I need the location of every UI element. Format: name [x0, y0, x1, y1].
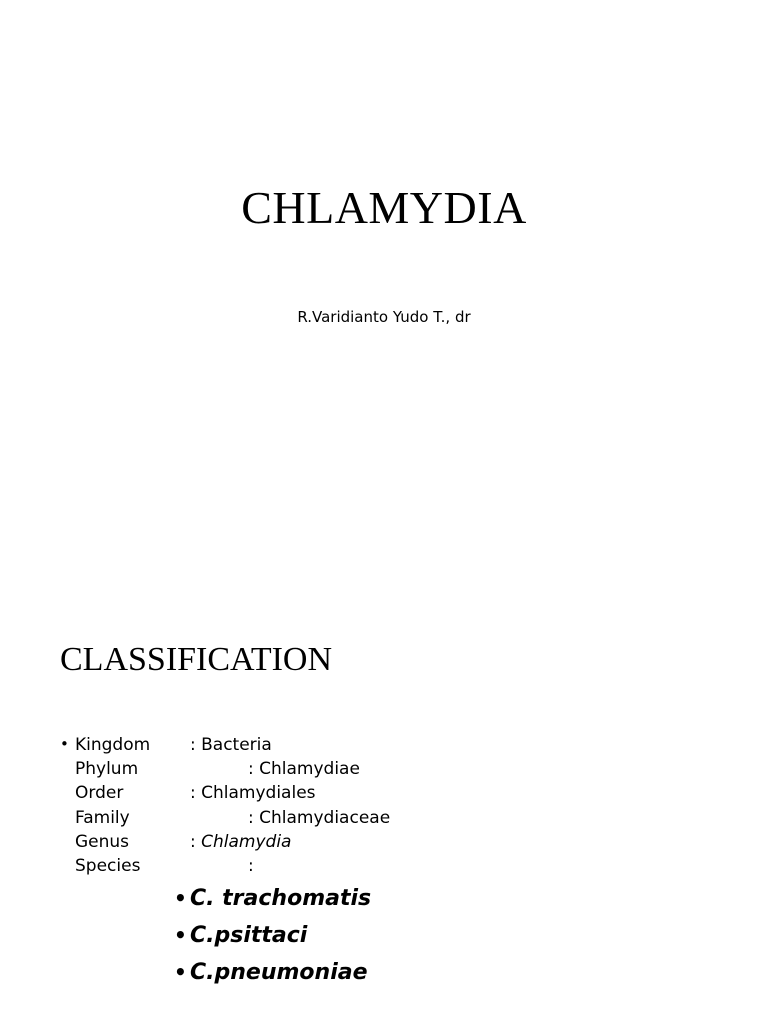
species-item [174, 954, 371, 991]
bullet-icon: • [174, 960, 187, 984]
species-item [174, 917, 371, 954]
taxonomy-row-kingdom [75, 733, 475, 757]
species-item [174, 880, 371, 917]
taxonomy-row-species [75, 854, 475, 878]
rank-name: Phylum [75, 759, 139, 780]
bullet-icon: • [60, 735, 69, 753]
taxonomy-row-family [75, 806, 475, 830]
slide-title: CHLAMYDIA [241, 182, 527, 233]
rank-name: Order [75, 783, 124, 804]
rank-name: Species [75, 855, 141, 876]
rank-value-prefix: : [190, 831, 202, 852]
taxonomy-row-phylum [75, 757, 475, 781]
taxonomy-row-genus [75, 830, 475, 854]
rank-name: Kingdom [75, 735, 151, 755]
rank-value: : Bacteria [190, 735, 272, 755]
classification-slide [0, 512, 768, 1024]
species-name: C. trachomatis [190, 886, 372, 911]
rank-name: Genus [75, 831, 130, 852]
rank-value: : Chlamydiae [248, 759, 360, 780]
bullet-icon: • [174, 923, 187, 947]
author-subtitle: R.Varidianto Yudo T., dr [297, 308, 471, 326]
species-name: C.pneumoniae [190, 960, 368, 985]
classification-heading: CLASSIFICATION [60, 641, 333, 678]
rank-value [190, 830, 291, 854]
rank-value: : [248, 855, 254, 876]
rank-name: Family [75, 807, 130, 828]
bullet-icon: • [174, 886, 187, 910]
species-name: C.psittaci [190, 923, 308, 948]
rank-value: : Chlamydiales [190, 783, 316, 804]
genus-name: Chlamydia [201, 831, 292, 852]
species-list [174, 880, 371, 991]
taxonomy-list [75, 733, 475, 878]
rank-value: : Chlamydiaceae [248, 807, 391, 828]
taxonomy-row-order [75, 781, 475, 805]
